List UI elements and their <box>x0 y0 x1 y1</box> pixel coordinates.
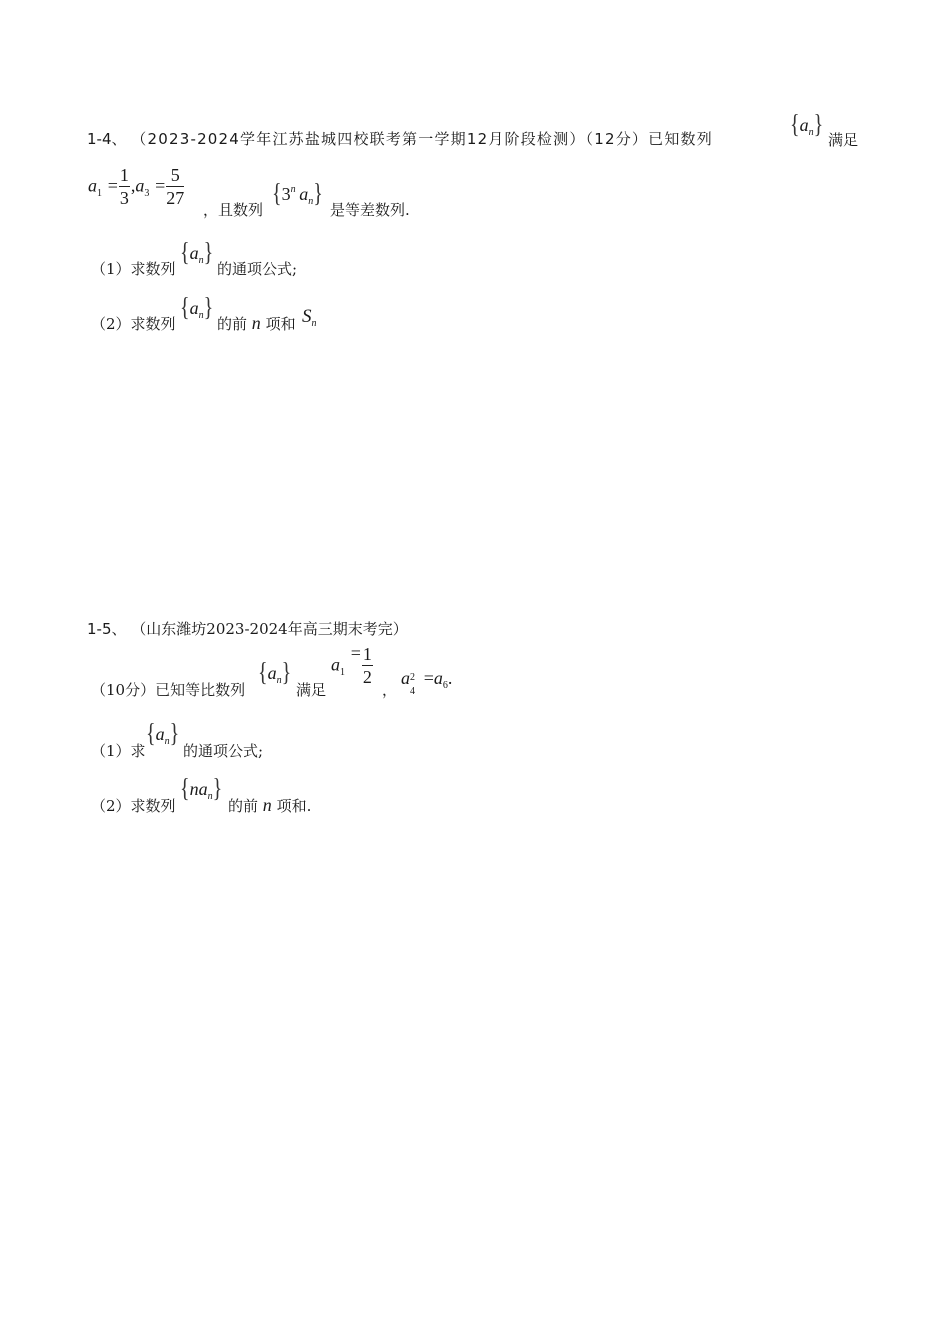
then-text: ，且数列 <box>203 201 264 219</box>
question-2-text: 的前 n 项和 <box>217 313 296 333</box>
equation-a4-squared: a 2 4 $=a_6$. <box>401 668 453 697</box>
sequence-a-n: $\{a_n\}$ <box>180 238 214 268</box>
arithmetic-text: 是等差数列. <box>330 201 410 219</box>
question-1-label: （1）求 <box>91 742 146 760</box>
fraction-five-27ths: $\frac{5}{27}$ <box>166 165 185 208</box>
sum-S-n: $S_n$ <box>302 306 317 329</box>
fraction-one-third: $\frac{1}{3}$ <box>119 165 129 208</box>
question-1-text: 的通项公式; <box>183 742 264 760</box>
intro-text: （10分）已知等比数列 <box>91 681 246 699</box>
initial-condition-a1: $a_1$ = $\frac{1}{2}$ <box>331 643 372 687</box>
question-1-text: 的通项公式; <box>217 260 298 278</box>
problem-source: （2023-2024学年江苏盐城四校联考第一学期12月阶段检测）（12分）已知数列 <box>131 130 713 148</box>
separator: ， <box>382 681 398 699</box>
problem-number: 1-5、 <box>87 620 127 638</box>
problem-number: 1-4、 <box>87 130 127 148</box>
problem-source: （山东潍坊2023-2024年高三期末考完） <box>131 620 408 638</box>
fraction-one-half: $\frac{1}{2}$ <box>362 644 372 687</box>
sequence-n-a-n: $\{na_n\}$ <box>180 774 223 804</box>
question-1-label: （1）求数列 <box>91 260 176 278</box>
sequence-a-n: $\{a_n\}$ <box>146 719 180 749</box>
problem-1-5-header <box>87 618 408 639</box>
condition-text: 满足 <box>828 131 859 149</box>
sequence-a-n: $\{a_n\}$ <box>180 293 214 323</box>
problem-1-4-header <box>87 128 713 149</box>
question-2-label: （2）求数列 <box>91 797 176 815</box>
initial-conditions: $a_1$ = $\frac{1}{3}$ $,a_3$ = $\frac{5}{27}$ <box>88 165 185 208</box>
sequence-a-n: $\{a_n\}$ <box>258 658 292 688</box>
question-2-text: 的前 n 项和. <box>228 795 312 815</box>
condition-text: 满足 <box>296 681 327 699</box>
sequence-a-n: $\{a_n\}$ <box>790 110 824 140</box>
question-2-label: （2）求数列 <box>91 315 176 333</box>
sequence-3n-a-n: {3$^n$ $a_n$} <box>272 179 323 209</box>
